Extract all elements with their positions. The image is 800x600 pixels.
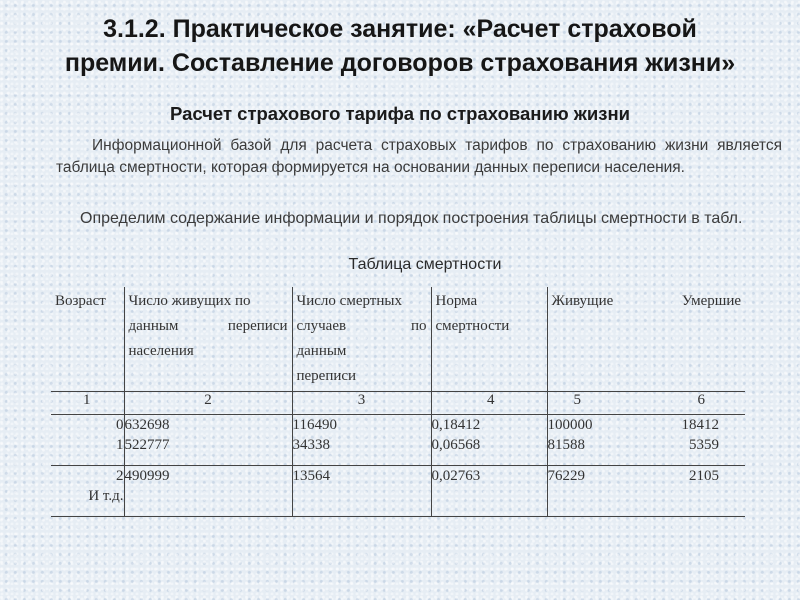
header-mortality-rate: Норма смертности: [431, 287, 547, 392]
cell-age: 0 1: [116, 417, 124, 453]
cell-living: 632698 522777: [124, 415, 292, 466]
header-alive-dead: [547, 287, 745, 392]
paragraph-information-base: Информационной базой для расчета страховых тарифов по страхованию жизни является таблица смертности, которая формируется на основании данных переписи населения.: [56, 137, 782, 176]
header-age: Возраст: [55, 293, 106, 309]
cell-norm: 0,18412 0,06568: [431, 415, 547, 466]
slide-title-line-2: премии. Составление договоров страхования жизни»: [64, 49, 736, 77]
cell-alive-dead: 76229 2105: [547, 466, 745, 517]
cell-alive-dead: 100000 18412 81588 5359: [547, 415, 745, 466]
table-row-ages-0-1: [51, 415, 745, 466]
cell-living: 490999: [124, 466, 292, 517]
col-number-3: 3: [292, 392, 431, 415]
col-number-4: 4: [431, 392, 547, 415]
table-header-row: [51, 287, 745, 392]
slide-subtitle: Расчет страхового тарифа по страхованию жизни: [169, 103, 631, 124]
mortality-table: [51, 287, 745, 517]
col-number-5-6: 5 6: [547, 392, 745, 415]
header-alive: Живущие: [551, 293, 614, 309]
header-living-census: Число живущих по данным переписи населения: [124, 287, 292, 392]
header-dead: Умершие: [681, 293, 741, 309]
cell-deaths: 116490 34338: [292, 415, 431, 466]
slide-title-line-1: 3.1.2. Практическое занятие: «Расчет страховой: [103, 15, 697, 43]
col-number-1: 1: [51, 392, 124, 415]
table-row-age-2: [51, 466, 745, 517]
cell-norm: 0,02763: [431, 466, 547, 517]
cell-age: 2 И т.д.: [51, 466, 124, 517]
col-number-2: 2: [124, 392, 292, 415]
slide-title: [0, 12, 800, 80]
etc-label: И т.д.: [88, 488, 124, 504]
paragraph-definition: Определим содержание информации и порядок построения таблицы смертности в табл.: [80, 210, 743, 227]
column-number-row: [51, 392, 745, 415]
cell-deaths: 13564: [292, 466, 431, 517]
table-caption: Таблица смертности: [348, 256, 502, 273]
header-deaths-census: Число смертных случаев по данным переписи: [292, 287, 431, 392]
